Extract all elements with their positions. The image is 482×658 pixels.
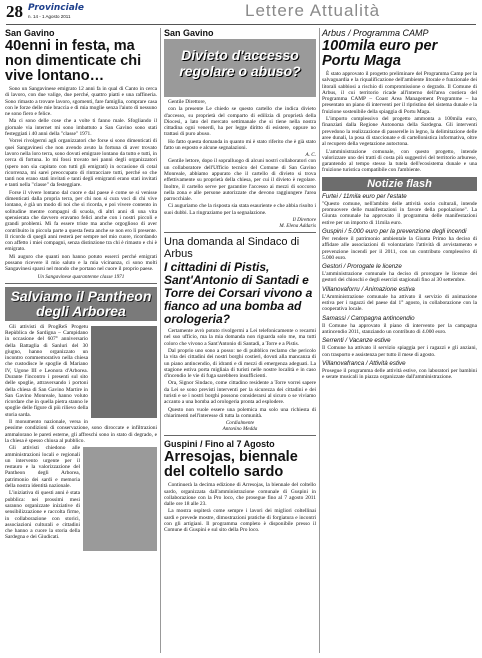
- flash-item: [322, 360, 477, 381]
- article-kicker: Guspini / Fino al 7 Agosto: [164, 439, 275, 450]
- column-divider: [319, 28, 320, 653]
- flash-body: Il Comune ha approvato il piano di intervento per la campagna antincendio 2011, stanziando un contributo di 4.000 euro.: [322, 322, 477, 335]
- paragraph: Ci auguriamo che la risposta sia stata esauriente e che abbia risolto i suoi dubbi. La ringraziamo per la segnalazione.: [164, 203, 316, 216]
- article-signature: Un Sangavinese quarantenne classe 1971: [37, 273, 125, 280]
- paragraph: L'importo complessivo del progetto ammonta a 100mila euro, finanziati dalla Regione Autonoma della Sardegna. Gli interventi prevedono la realizzazione di passerelle in legno, la delimitazione delle aree dunali, la posa di staccionate e di cartellonistica informativa, oltre al recupero della vegetazione autoctona.: [322, 116, 477, 148]
- article-body: [5, 86, 157, 273]
- paragraph: Certamente avrò potuto rivolgermi a Lei telefonicamente o recarmi nel suo ufficio, ma la mia domanda non riguarda solo me, ma tutti coloro che vivono a Sant'Antonio di Santadi, a Torre e a Pistis.: [164, 328, 316, 347]
- flash-heading: Villanovafranca / Attività estive: [322, 359, 406, 367]
- paragraph: Gentile Direttore,: [168, 99, 207, 105]
- article-title: Arresojas, biennale del coltello sardo: [164, 449, 298, 481]
- divider: [164, 435, 316, 436]
- paragraph: con la presente Le chiedo se questo cartello che indica divieto d'accesso, su proprietà del comparto di edilizia di proprietà della Diocesi, a lato del mercato settimanale che si tiene nella nostra cittadina ogni venerdì, ha per legge diritto di esistere, oppure no trattasi di puro abuso.: [164, 106, 316, 138]
- article-banner-title: Salviamo il Pantheon degli Arborea: [5, 287, 157, 321]
- article-title: Una domanda al Sindaco di Arbus: [164, 236, 300, 261]
- paragraph: Continuerà la decima edizione di Arresojas, la biennale del coltello sardo, organizzata dall'amministrazione comunale di Guspini in collaborazione con la Pro loco, che prosegue fino al 7 agosto 2011 dalle ore 18 alle 23.: [164, 482, 316, 508]
- divider: [5, 283, 157, 284]
- flash-body: Prosegue il programma delle attività estive, con laboratori per bambini e serate musicali in piazza organizzate dall'amministrazione.: [322, 367, 477, 381]
- article-title: 100mila euro per Portu Maga: [322, 38, 438, 69]
- paragraph: Dal proprio uno sono a posso: ne di pubblico reclamo che pericolo la vita dei cittadini dei nostri borghi costieri, dovuti alla mancanza di un piano antincendio, di idranti e di mezzi di emergenza adeguati. La stagione estiva porta migliaia di turisti nelle nostre località e in caso d'incendio le vie di fuga sarebbero insufficienti.: [164, 347, 316, 380]
- flash-heading: Samassi / Campagna antincendio: [322, 314, 415, 322]
- page-number: 28: [6, 2, 23, 21]
- column-3: [322, 28, 477, 380]
- article-kicker: Arbus / Programma CAMP: [322, 28, 429, 38]
- column-divider: [160, 28, 161, 653]
- flash-body: L'Amministrazione comunale ha attivato il servizio di animazione estiva per i ragazzi del paese dal 1° agosto, in collaborazione con la cooperativa locale.: [322, 293, 477, 313]
- article-signature-name: Antonino Medda: [222, 426, 258, 433]
- paragraph: Vorrei rivolgermi agli organizzatori che forse si sono dimenticati di quei Sangavinesi che non avendo avuto la fortuna di aver trovato lavoro nella loro terra, sono dovuti emigrare lontano da tutto e tutti, in cerca di fortuna. Io mi fossi trovato nei panni degli organizzatori (spero non sia capitato con tutti gli emigrati) in occasione di cotal ricorrenza, mi sarei preoccupato di rintracciare tutti, perché so che tanti non erano stati invitati e tanti degli emigranti erano stati invitati e tanti nella "classe" da festeggiare.: [5, 138, 157, 189]
- paragraph: Il monumento nazionale, versa in pessime condizioni di conservazione, sono diroccate e infiltrazioni ammalorano le pareti esterne, gli affreschi sono in stato di degrado, e la chiesa è spesso chiusa al pubblico.: [5, 419, 157, 444]
- article-title: Divieto d'accesso regolare o abuso?: [179, 47, 301, 79]
- column-2: [164, 28, 316, 535]
- section-title: Lettere Attualità: [245, 1, 381, 20]
- flash-item: [322, 193, 477, 226]
- news-flash-banner: Notizie flash: [322, 177, 477, 191]
- paragraph: Gli attivisti di ProgReS Progetu Repùblica de Sardigna – Campidano in occasione del 607° anniversario della Battaglia di Sanluri del 30 giugno, hanno organizzato un incontro commemorativo nella chiesa che custodisce le spoglie di Mariano IV, Ugone III e Leonora d'Arborea. Durante l'incontro i presenti sul sito delle spoglie, attraversando i portoni della chiesa di San Gavino Martire in San Gavino Monreale, hanno voluto ricordare che in quella pietra stanno le spoglie delle figure di più rilievo della storia sarda.: [5, 323, 88, 418]
- paragraph: Questo non vuole essere una polemica ma solo una richiesta di chiarimenti nell'interesse di tutta la comunità.: [164, 406, 316, 419]
- paragraph: La mostra ospiterà come sempre i lavori dei migliori coltellinai sardi e prevede mostre, dimostrazioni pratiche di forgiatura e incontri con gli artigiani. Il programma completo è disponibile presso il Comune di Guspini e sul sito della Pro loco.: [164, 508, 316, 534]
- flash-body: Il Comune ha attivato il servizio spiaggia per i ragazzi e gli anziani, con trasporto e assistenza per tutto il mese di agosto.: [322, 345, 477, 358]
- article-subtitle: I cittadini di Pistis, Sant'Antonio di Santadi e Torre dei Corsari vivono a fianco ad una bomba ad orologeria?: [164, 260, 313, 327]
- sign-photo: [164, 39, 316, 97]
- article-body: [164, 482, 316, 533]
- paragraph: L'iniziativa di questi anni è stata pubblica: nei prossimi mesi saranno organizzate iniziative di sensibilizzazione e raccolta firme, in collaborazione con storici, associazioni culturali e cittadini che hanno a cuore la storia della Sardegna e dei Giudicati.: [5, 490, 80, 541]
- church-photo: [91, 326, 157, 418]
- paragraph: Gentile lettore, dopo il sopralluogo di alcuni nostri collaboratori con un collaboratore dell'Ufficio tecnico del Comune di San Gavino Monreale, abbiamo appurato che il cartello di divieto si trova effettivamente su proprietà della chiesa, per cui il divieto è regolare. Inoltre, il cartello serve per garantire l'accesso ai mezzi di soccorso nella zona e alle persone autorizzate che devono raggiungere l'area parrocchiale.: [164, 158, 316, 203]
- flash-heading: Gestori / Prorogate le licenze: [322, 263, 402, 271]
- article-body: [5, 324, 157, 541]
- article-body: [322, 71, 477, 174]
- page-header: [0, 0, 482, 26]
- flash-heading: Guspini / 5.000 euro per la prevenzione degli incendi: [322, 227, 467, 235]
- issue-info: n. 14 - 1 Agosto 2011: [28, 14, 71, 19]
- flash-body: Per rendere il patrimonio ambientale la Giunta Primo ha deciso di affidare alle associazioni di volontariato l'attività di avvistamento e prevenzione incendi per il 2011, con un contributo complessivo di 5.000 euro.: [322, 235, 477, 261]
- article-body: [164, 328, 316, 419]
- flash-heading: Furtei / 11mila euro per l'estate: [322, 192, 407, 200]
- flash-body: L'amministrazione comunale ha deciso di prorogare le licenze dei gestori dei chioschi e degli esercizi stagionali fino al 30 settembre.: [322, 271, 477, 284]
- paragraph: Sono un Sangavinese emigrato 12 anni fa in qual di Canto in cerca di lavoro, con due valige, due perché, quattro piatti e una raffineria. Sono rimasto a trovare lavoro, sgomenti, fare famiglia, comprare casa con le forze delle mie braccia e di mia moglie senza l'aiuto di nessuno ne sono fiero e felice.: [5, 86, 157, 118]
- editor-reply: [164, 158, 316, 216]
- reply-signature: Il Direttore: [292, 217, 316, 224]
- article-kicker: San Gavino: [164, 28, 214, 38]
- paragraph: L'amministrazione comunale, con questo progetto, intende valorizzare uno dei tratti di costa più suggestivi del territorio arburese, garantendo al tempo stesso la tutela dell'ecosistema dunale e una fruizione turistica compatibile con l'ambiente.: [322, 148, 477, 174]
- divider: [164, 232, 316, 233]
- header-rule: [6, 24, 476, 25]
- article-signature: A. C.: [305, 152, 316, 159]
- paragraph: Ho fatto questa domanda in quanto mi è stato riferito che è già stato fatto un esposto e alcune segnalazioni.: [164, 138, 316, 152]
- flash-item: [322, 228, 477, 261]
- paragraph: Mi auguro che quanti non hanno potuto esserci perché emigrati possano ricevere il mio saluto e la mia vicinanza, ci sono molti Sangavinesi sparsi nel mondo che portano nel cuore il proprio paese.: [5, 253, 157, 273]
- reply-signature-name: M. Elena Addaris: [279, 223, 316, 230]
- paragraph: Forse il vivere lontano dal cuore e dal paese è come se si venisse dimenticati dalla propria terra, per chi non si cura voci di chi vive lontano, è già un modo di noi che si ricorda, e poi vivere contento in solitudine mentre compagni di scuola, di altri anni di una vita spensierata che davvero eravamo felici anche con i nostri piccoli e grandi problemi. Mi fa essere triste ma anche orgoglioso di aver contribuito in piccola parte a questa festa anche se non ero lì presente. Il ricordo di quegli anni resterà per sempre nel mio cuore, ricordando con affetto i miei compagni, senza distinzione tra chi è rimasto e chi è emigrato.: [5, 189, 157, 253]
- paragraph: Ma ci sono delle cose che a volte ti fanno male. Sfogliando il giornale via internet mi sono imbattuto a San Gavino sono stati festeggiati i 40 anni della "classe" 1971.: [5, 118, 157, 138]
- column-1: [5, 28, 157, 553]
- article-signature: Cordialmente: [225, 420, 255, 427]
- flash-item: [322, 263, 477, 284]
- article-kicker: San Gavino: [5, 28, 55, 38]
- flash-item: [322, 286, 477, 313]
- flash-heading: Serrenti / Vacanze estive: [322, 337, 391, 345]
- pantheon-photo: [83, 447, 157, 551]
- flash-heading: Villanovaforru / Animazione estiva: [322, 285, 415, 293]
- flash-item: [322, 337, 477, 358]
- paragraph: È stato approvato il progetto preliminare del Programma Camp per la salvaguardia e la riqualificazione dell'ambiente litorale e funzionale dei litorali sabbiosi a rischio di compromissione o degrado. Il Comune di Arbus, il cui territorio ricade all'interno dell'area costiera del Programma CAMP – Coast Area Management Programme – ha presentato un piano di interventi per il ripristino del sistema dunale e la fruizione sostenibile della spiaggia di Portu Maga.: [322, 71, 477, 115]
- flash-item: [322, 315, 477, 336]
- article-body: [164, 99, 316, 151]
- paragraph: Ora, Signor Sindaco, come cittadino residente a Torre vorrei sapere da Lei se sono previsti interventi per la sicurezza dei cittadini e dei turisti e se i nostri borghi possono considerarsi al sicuro o se viviamo accanto a una bomba ad orologeria pronta ad esplodere.: [164, 380, 316, 406]
- article-title: 40enni in festa, ma non dimenticate chi vive lontano…: [5, 38, 142, 84]
- flash-body: "Questo comune, nell'ambito delle attività socio culturali, intende promuovere delle manifestazioni in favore della popolazione". La Giunta comunale ha approvato il programma delle manifestazioni estive per un importo di 11mila euro.: [322, 200, 477, 226]
- newspaper-logo: Provinciale: [28, 3, 84, 13]
- paragraph: Gli attivisti chiedono alle amministrazioni locali e regionali un intervento urgente per il restauro e la valorizzazione del Pantheon degli Arborea, patrimonio dei sardi e memoria della nostra identità nazionale.: [5, 445, 80, 490]
